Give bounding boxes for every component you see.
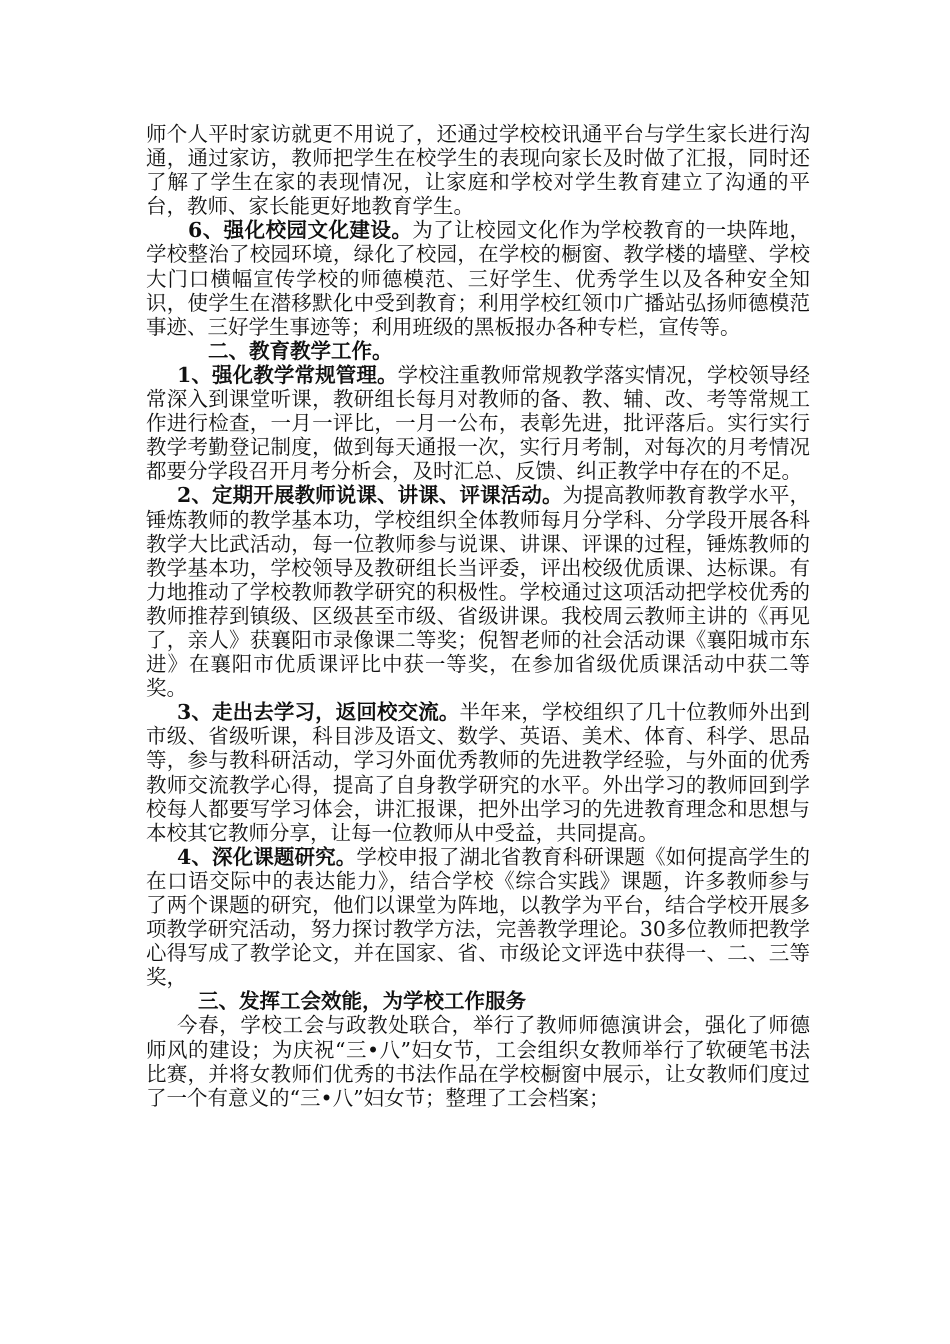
paragraph-home-visits (146, 122, 810, 218)
paragraph-lesson-activities (146, 483, 810, 700)
paragraph-union-activities (146, 1013, 810, 1109)
paragraph-text: 师个人平时家访就更不用说了，还通过学校校讯通平台与学生家长进行沟通，通过家访，教师把学生在校学生的表现向家长及时做了汇报，同时还了解了学生在家的表现情况，让家庭和学校对学生教育建立了沟通的平台，教师、家长能更好地教育学生。 (146, 122, 810, 219)
paragraph-text: 半年来，学校组织了几十位教师外出到市级、省级听课，科目涉及语文、数学、英语、美术、体育、科学、思品等，参与教科研活动，学习外面优秀教师的先进教学经验，与外面的优秀教师交流教学心得，提高了自身教学研究的水平。外出学习的教师回到学校每人都要写学习体会，讲汇报课，把外出学习的先进教育理念和思想与本校其它教师分享，让每一位教师从中受益，共同提高。 (146, 700, 811, 845)
document-body (146, 122, 810, 1110)
paragraph-text: 学校注重教师常规教学落实情况，学校领导经常深入到课堂听课，教研组长每月对教师的备、教、辅、改、考等常规工作进行检查，一月一评比，一月一公布，表彰先进，批评落后。实行实行教学考勤登记制度，做到每天通报一次，实行月考制，对每次的月考情况都要分学段召开月考分析会，及时汇总、反馈、纠正教学中存在的不足。 (146, 362, 811, 484)
section-heading-union: 三、发挥工会效能，为学校工作服务 (198, 989, 526, 1014)
paragraph-lead: 6、强化校园文化建设。 (188, 218, 413, 243)
paragraph-text: 为提高教师教育教学水平，锤炼教师的教学基本功，学校组织全体教师每月分学科、分学段开展各科教学大比武活动，每一位教师参与说课、讲课、评课的过程，锤炼教师的教学基本功，学校领导及教研组长当评委，评出校级优质课、达标课。有力地推动了学校教师教学研究的积极性。学校通过这项活动把学校优秀的教师推荐到镇级、区级甚至市级、省级讲课。我校周云教师主讲的《再见了，亲人》获襄阳市录像课二等奖；倪智老师的社会活动课《襄阳城市东进》在襄阳市优质课评比中获一等奖，在参加省级优质课活动中获二等奖。 (146, 483, 811, 701)
section-heading-teaching: 二、教育教学工作。 (208, 338, 393, 363)
paragraph-research (146, 845, 810, 990)
paragraph-text: 学校申报了湖北省教育科研课题《如何提高学生的在口语交际中的表达能力》，结合学校《综合实践》课题，许多教师参与了两个课题的研究，他们以课堂为阵地，以教学为平台，结合学校开展多项教学研究活动，努力探讨教学方法，完善教学理论。30多位教师把教学心得写成了教学论文，并在国家、省、市级论文评选中获得一、二、三等奖， (146, 844, 811, 990)
paragraph-external-learning (146, 700, 810, 845)
paragraph-text: 今春，学校工会与政教处联合，举行了教师师德演讲会，强化了师德师风的建设；为庆祝“三•八”妇女节，工会组织女教师举行了软硬笔书法比赛，并将女教师们优秀的书法作品在学校橱窗中展示，让女教师们度过了一个有意义的“三•八”妇女节；整理了工会档案； (146, 1013, 810, 1110)
paragraph-campus-culture (146, 218, 810, 338)
paragraph-lead: 2、定期开展教师说课、讲课、评课活动。 (177, 483, 563, 508)
paragraph-lead: 1、强化教学常规管理。 (177, 362, 398, 387)
paragraph-lead: 3、走出去学习，返回校交流。 (177, 700, 460, 725)
paragraph-teaching-routine (146, 363, 810, 483)
paragraph-lead: 4、深化课题研究。 (177, 844, 357, 869)
paragraph-text: 为了让校园文化作为学校教育的一块阵地，学校整治了校园环境，绿化了校园，在学校的橱窗、教学楼的墙壁、学校大门口横幅宣传学校的师德模范、三好学生、优秀学生以及各种安全知识，使学生在潜移默化中受到教育；利用学校红领巾广播站弘扬师德模范事迹、三好学生事迹等；利用班级的黑板报办各种专栏，宣传等。 (146, 218, 811, 339)
